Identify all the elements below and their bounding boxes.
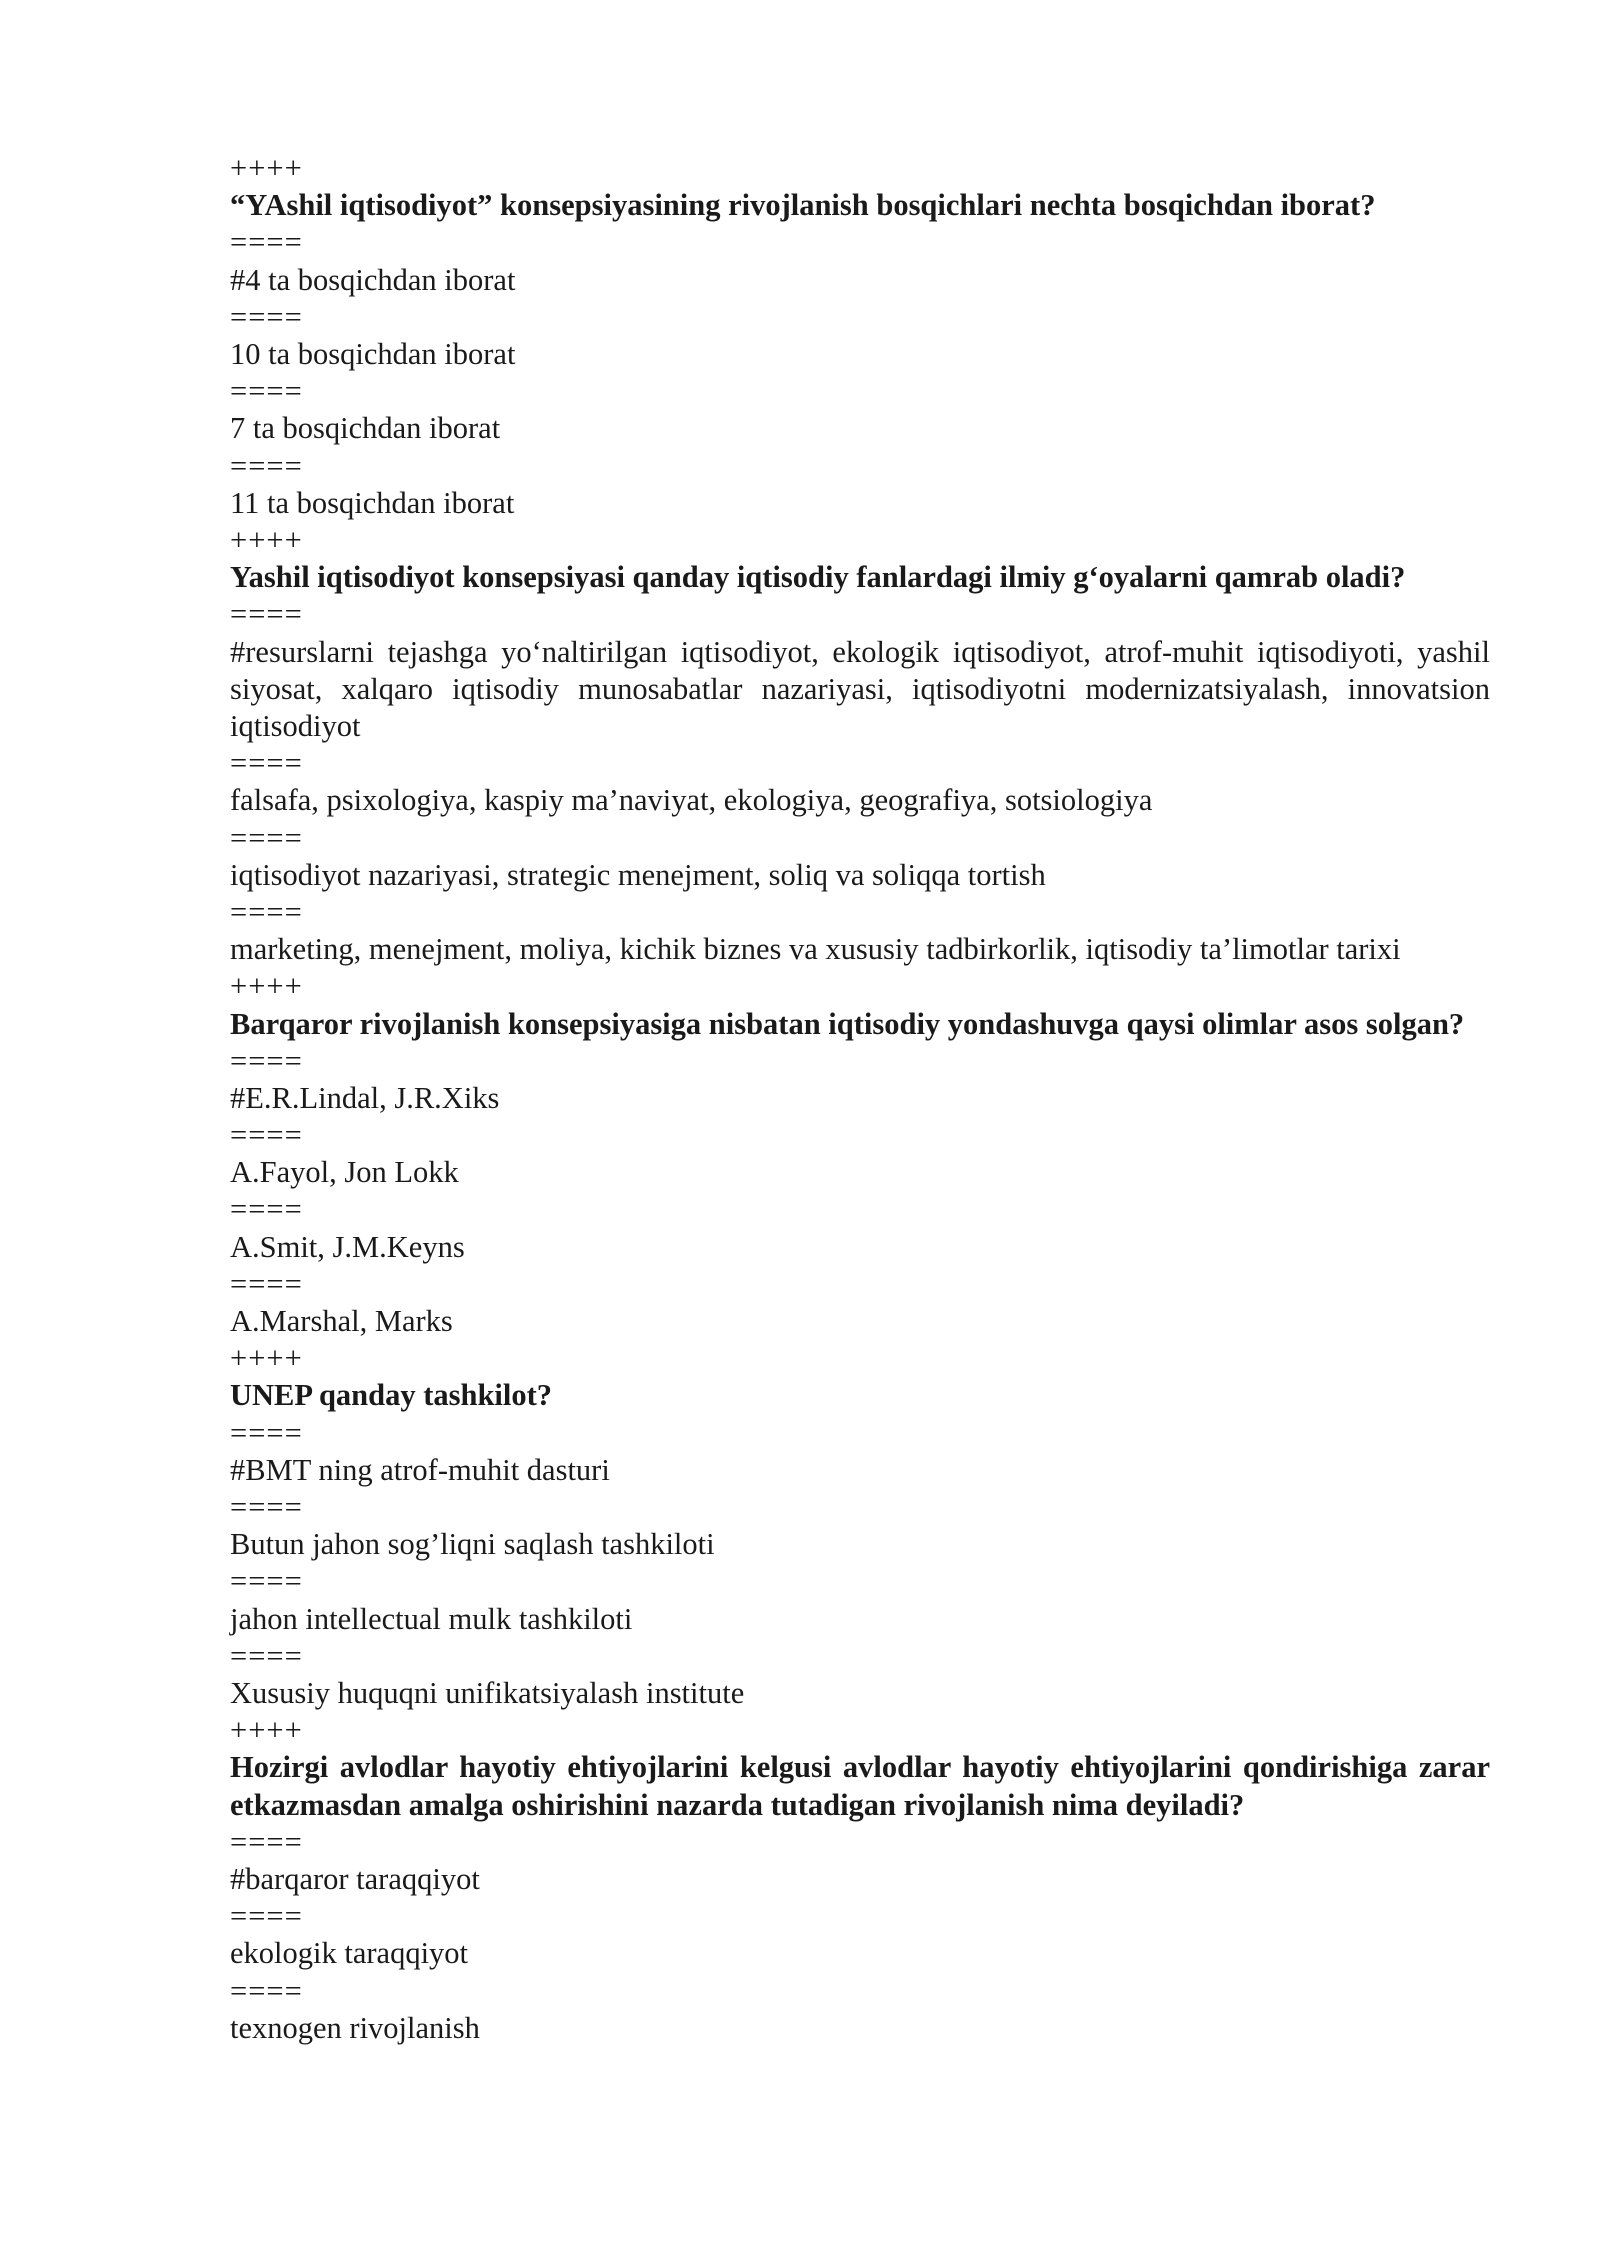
question-marker: ++++ <box>230 969 303 1004</box>
question-text: “YAshil iqtisodiyot” konsepsiyasining rivojlanish bosqichlari nechta bosqichdan iborat? <box>230 188 1376 223</box>
option-marker: ==== <box>230 894 303 929</box>
option-marker: ==== <box>230 448 303 483</box>
option-text: #resurslarni tejashga yo‘naltirilgan iqtisodiyot, ekologik iqtisodiyot, atrof-muhit iqtisodiyoti, yashil siyosat, xalqaro iqtisodiy munosabatlar nazariyasi, iqtisodiyotni modernizatsiyalash, innovatsion iqtisodiyot <box>230 634 1490 743</box>
option-text: iqtisodiyot nazariyasi, strategic menejment, soliq va soliqqa tortish <box>230 857 1046 892</box>
option-text: #barqaror taraqqiyot <box>230 1862 480 1896</box>
question-text: UNEP qanday tashkilot? <box>230 1378 553 1413</box>
option-text: ekologik taraqqiyot <box>230 1936 469 1971</box>
option-marker: ==== <box>230 1415 303 1450</box>
question-block <box>230 150 1490 522</box>
option-text: A.Fayol, Jon Lokk <box>230 1155 459 1190</box>
question-block <box>230 1712 1490 2047</box>
option-text: #E.R.Lindal, J.R.Xiks <box>230 1080 500 1115</box>
question-marker: ++++ <box>230 1341 303 1376</box>
option-text: #BMT ning atrof-muhit dasturi <box>230 1452 610 1487</box>
option-marker: ==== <box>230 1266 303 1301</box>
question-block <box>230 522 1490 968</box>
question-marker: ++++ <box>230 1713 303 1748</box>
option-marker: ==== <box>230 1043 303 1078</box>
option-marker: ==== <box>230 1973 303 2008</box>
option-marker: ==== <box>230 1118 303 1153</box>
option-text: 10 ta bosqichdan iborat <box>230 336 516 371</box>
option-marker: ==== <box>230 820 303 855</box>
option-text: 7 ta bosqichdan iborat <box>230 411 501 446</box>
option-marker: ==== <box>230 597 303 632</box>
option-marker: ==== <box>230 1564 303 1599</box>
option-marker: ==== <box>230 374 303 409</box>
option-marker: ==== <box>230 1899 303 1934</box>
option-text: Xususiy huquqni unifikatsiyalash institute <box>230 1676 745 1711</box>
option-text: marketing, menejment, moliya, kichik biznes va xususiy tadbirkorlik, iqtisodiy ta’limotlar tarixi <box>230 932 1401 967</box>
option-marker: ==== <box>230 746 303 781</box>
question-text: Hozirgi avlodlar hayotiy ehtiyojlarini kelgusi avlodlar hayotiy ehtiyojlarini qondirishiga zarar etkazmasdan amalga oshirishini nazarda tutadigan rivojlanish nima deyiladi? <box>230 1750 1490 1822</box>
option-marker: ==== <box>230 1638 303 1673</box>
option-marker: ==== <box>230 1824 303 1859</box>
option-text: 11 ta bosqichdan iborat <box>230 485 515 520</box>
option-text: Butun jahon sog’liqni saqlash tashkiloti <box>230 1527 715 1562</box>
option-text: A.Smit, J.M.Keyns <box>230 1229 465 1264</box>
document-page <box>230 150 1490 2047</box>
option-text: falsafa, psixologiya, kaspiy ma’naviyat, ekologiya, geografiya, sotsiologiya <box>230 783 1153 818</box>
option-text: texnogen rivojlanish <box>230 2010 480 2045</box>
question-marker: ++++ <box>230 522 303 557</box>
option-text: #4 ta bosqichdan iborat <box>230 262 516 297</box>
option-text: A.Marshal, Marks <box>230 1304 453 1339</box>
option-marker: ==== <box>230 1490 303 1525</box>
option-marker: ==== <box>230 225 303 260</box>
option-marker: ==== <box>230 1192 303 1227</box>
question-text: Yashil iqtisodiyot konsepsiyasi qanday iqtisodiy fanlardagi ilmiy g‘oyalarni qamrab oladi? <box>230 560 1406 595</box>
option-text: jahon intellectual mulk tashkiloti <box>230 1601 633 1636</box>
question-marker: ++++ <box>230 151 303 185</box>
question-block <box>230 1340 1490 1712</box>
option-marker: ==== <box>230 299 303 334</box>
question-block <box>230 968 1490 1340</box>
question-text: Barqaror rivojlanish konsepsiyasiga nisbatan iqtisodiy yondashuvga qaysi olimlar asos solgan? <box>230 1006 1465 1041</box>
